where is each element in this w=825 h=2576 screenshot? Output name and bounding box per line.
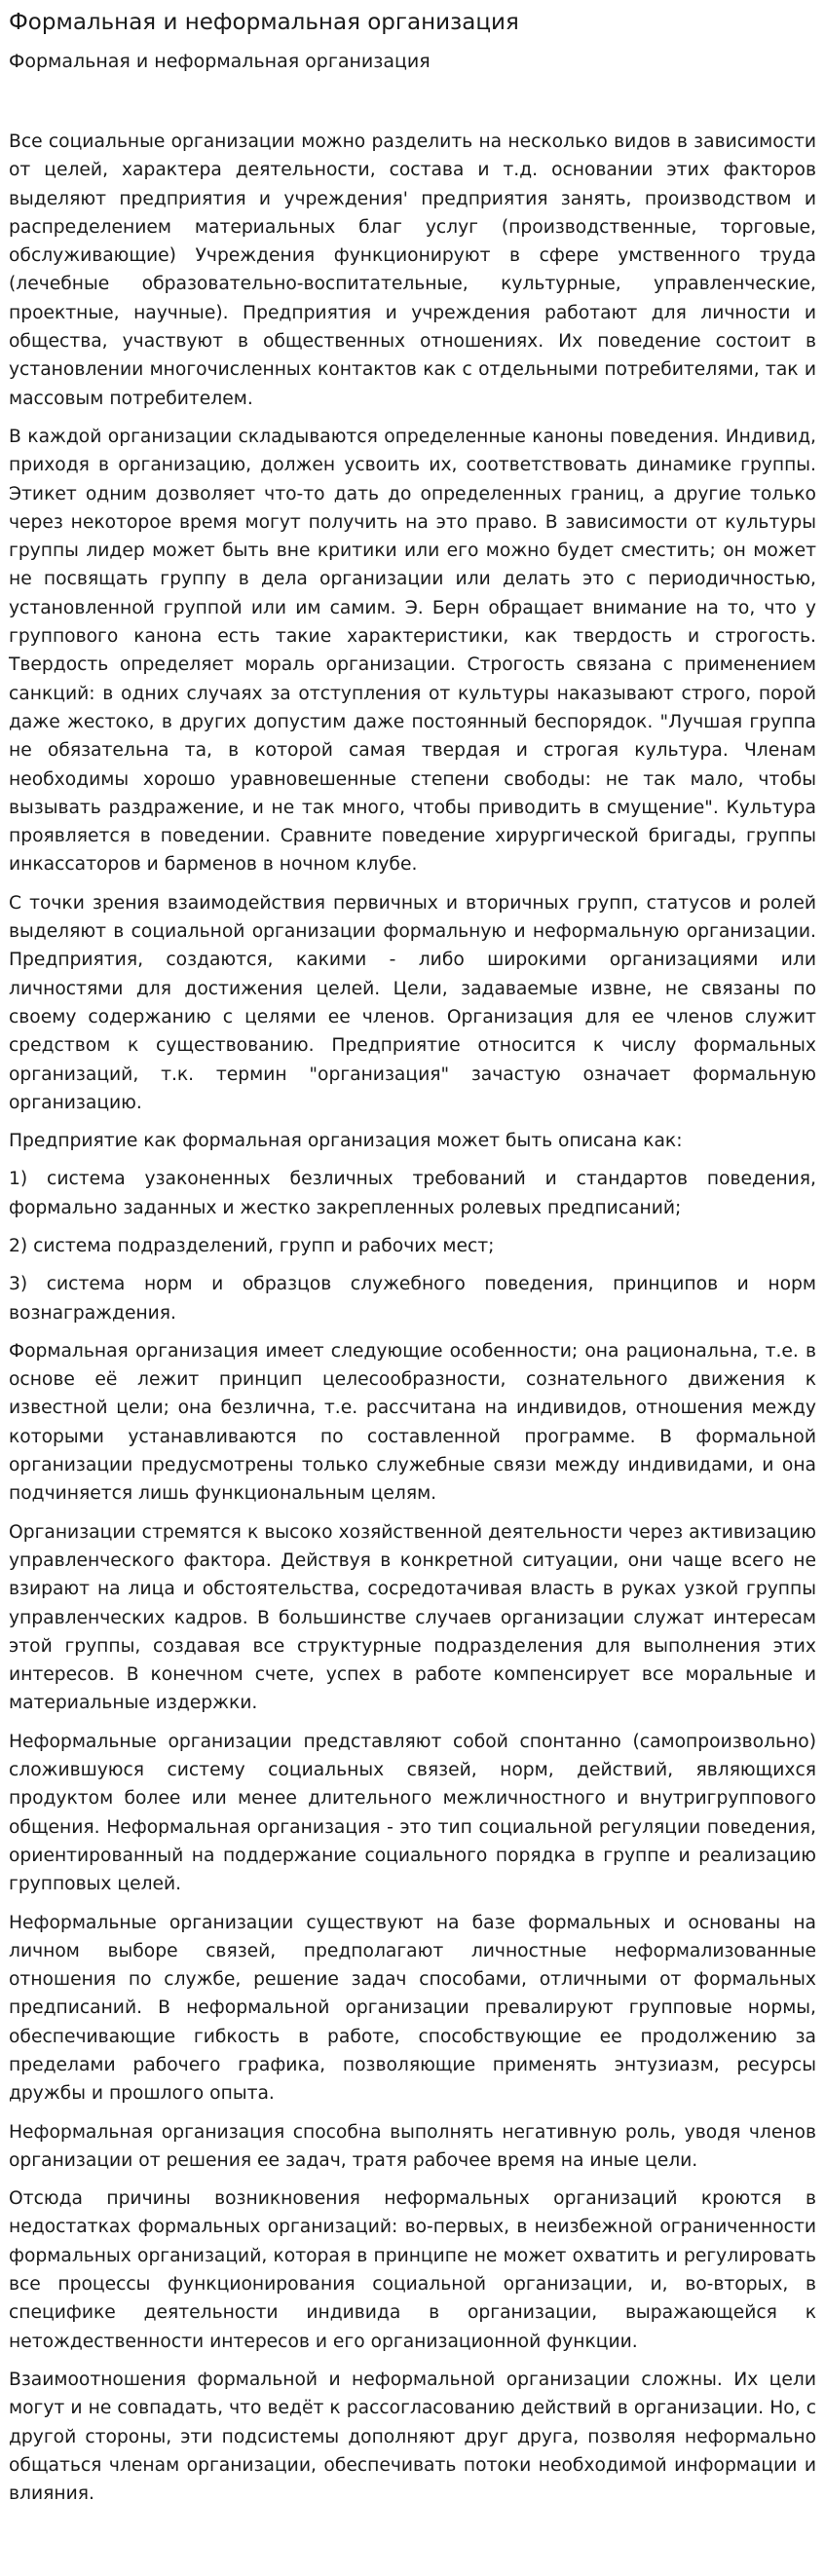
list-item-3: 3) система норм и образцов служебного поведения, принципов и норм вознаграждения. — [9, 1274, 816, 1324]
paragraph-4: Предприятие как формальная организация может быть описана как: — [9, 1131, 683, 1152]
article-body — [9, 128, 816, 2508]
paragraph-9: Неформальная организация способна выполнять негативную роль, уводя членов организации от решения ее задач, тратя рабочее время на иные цели. — [9, 2121, 816, 2171]
paragraph-3: С точки зрения взаимодействия первичных и вторичных групп, статусов и ролей выделяют в социальной организации формальную и неформальную организации. Предприятия, создаются, какими - либо широкими организациями или личностями для достижения целей. Цели, задаваемые извне, не связаны по своему содержанию с целями ее членов. Организация для ее членов служит средством к существованию. Предприятие относится к числу формальных организаций, т.к. термин "организация" зачастую означает формальную организацию. — [9, 892, 816, 1113]
paragraph-11: Взаимоотношения формальной и неформальной организации сложны. Их цели могут и не совпадать, что ведёт к рассогласованию действий в организации. Но, с другой стороны, эти подсистемы дополняют друг друга, позволяя неформально общаться членам организации, обеспечивать потоки необходимой информации и влияния. — [9, 2369, 816, 2505]
paragraph-7: Неформальные организации представляют собой спонтанно (самопроизвольно) сложившуюся систему социальных связей, норм, действий, являющихся продуктом более или менее длительного межличностного и внутригруппового общения. Неформальная организация - это тип социальной регуляции поведения, ориентированный на поддержание социального порядка в группе и реализацию групповых целей. — [9, 1731, 816, 1895]
page-subtitle: Формальная и неформальная организация — [9, 51, 431, 72]
list-item-1: 1) система узаконенных безличных требований и стандартов поведения, формально заданных и жестко закрепленных ролевых предписаний; — [9, 1169, 816, 1218]
paragraph-8: Неформальные организации существуют на базе формальных и основаны на личном выборе связей, предполагают личностные неформализованные отношения по службе, решение задач способами, отличными от формальных предписаний. В неформальной организации превалируют групповые нормы, обеспечивающие гибкость в работе, способствующие ее продолжению за пределами рабочего графика, позволяющие применять энтузиазм, ресурсы дружбы и прошлого опыта. — [9, 1912, 816, 2105]
paragraph-1: Все социальные организации можно разделить на несколько видов в зависимости от целей, характера деятельности, состава и т.д. основании этих факторов выделяют предприятия и учреждения' предприятия занять, производством и распределением материальных благ услуг (производственные, торговые, обслуживающие) Учреждения функционируют в сфере умственного труда (лечебные образовательно-воспитательные, культурные, управленческие, проектные, научные). Предприятия и учреждения работают для личности и общества, участвуют в общественных отношениях. Их поведение состоит в установлении многочисленных контактов как с отдельными потребителями, так и массовым потребителем. — [9, 131, 816, 409]
page-title: Формальная и неформальная организация — [9, 10, 519, 35]
paragraph-10: Отсюда причины возникновения неформальных организаций кроются в недостатках формальных организаций: во-первых, в неизбежной ограниченности формальных организаций, которая в принципе не может охватить и регулировать все процессы функционирования социальной организации, и, во-вторых, в специфике деятельности индивида в организации, выражающейся к нетождественности интересов и его организационной функции. — [9, 2188, 816, 2352]
paragraph-2: В каждой организации складываются определенные каноны поведения. Индивид, приходя в организацию, должен усвоить их, соответствовать динамике группы. Этикет одним дозволяет что-то дать до определенных границ, а другие только через некоторое время могут получить на это право. В зависимости от культуры группы лидер может быть вне критики или его можно будет сместить; он может не посвящать группу в дела организации или делать это с периодичностью, установленной группой или им самим. Э. Берн обращает внимание на то, что у группового канона есть такие характеристики, как твердость и строгость. Твердость определяет мораль организации. Строгость связана с применением санкций: в одних случаях за отступления от культуры наказывают строго, порой даже жестоко, в других допустим даже постоянный беспорядок. "Лучшая группа не обязательна та, в которой самая твердая и строгая культура. Членам необходимы хорошо уравновешенные степени свободы: не так мало, чтобы вызывать раздражение, и не так много, чтобы приводить в смущение". Культура проявляется в поведении. Сравните поведение хирургической бригады, группы инкассаторов и барменов в ночном клубе. — [9, 426, 816, 876]
list-item-2: 2) система подразделений, групп и рабочих мест; — [9, 1235, 495, 1256]
paragraph-6: Организации стремятся к высоко хозяйственной деятельности через активизацию управленческого фактора. Действуя в конкретной ситуации, они чаще всего не взирают на лица и обстоятельства, сосредотачивая власть в руках узкой группы управленческих кадров. В большинстве случаев организации служат интересам этой группы, создавая все структурные подразделения для выполнения этих интересов. В конечном счете, успех в работе компенсирует все моральные и материальные издержки. — [9, 1521, 816, 1714]
paragraph-5: Формальная организация имеет следующие особенности; она рациональна, т.е. в основе её лежит принцип целесообразности, сознательного движения к известной цели; она безлична, т.е. рассчитана на индивидов, отношения между которыми устанавливаются по составленной программе. В формальной организации предусмотрены только служебные связи между индивидами, и она подчиняется лишь функциональным целям. — [9, 1340, 816, 1505]
